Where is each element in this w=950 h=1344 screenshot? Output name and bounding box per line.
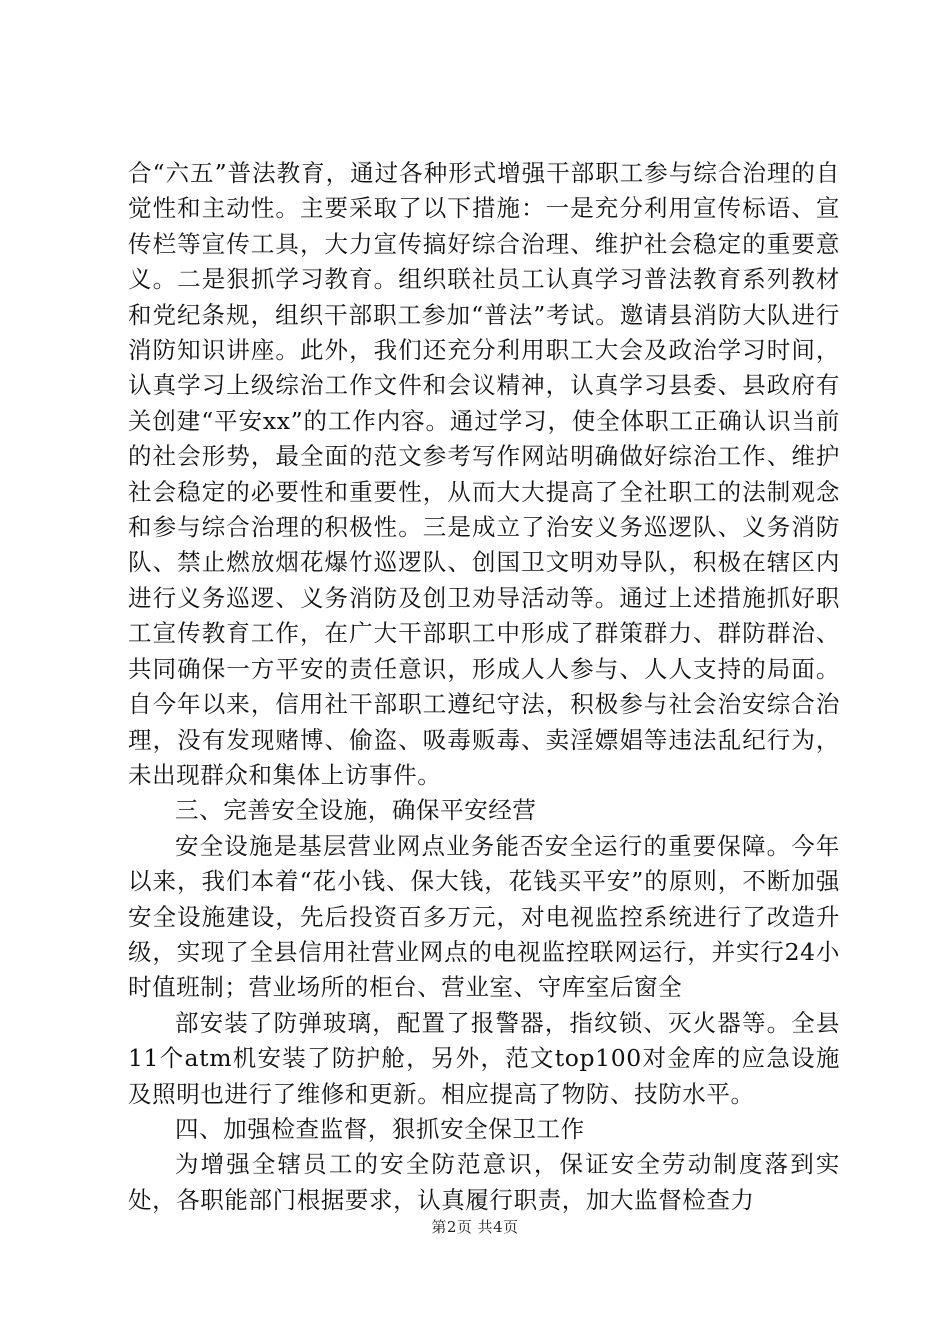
paragraph-inspection-supervision: 为增强全辖员工的安全防范意识，保证安全劳动制度落到实处，各职能部门根据要求，认真履行职责，加大监督检查力 — [128, 1150, 840, 1214]
paragraph-safety-facilities: 安全设施是基层营业网点业务能否安全运行的重要保障。今年以来，我们本着“花小钱、保大钱，花钱买平安”的原则，不断加强安全设施建设，先后投资百多万元，对电视监控系统进行了改造升级，实现了全县信用社营业网点的电视监控联网运行，并实行24小时值班制；营业场所的柜台、营业室、守库室后窗全 — [128, 831, 840, 1002]
paragraph-safety-facilities-continued: 部安装了防弹玻璃，配置了报警器，指纹锁、灭火器等。全县11个atm机安装了防护舱，另外，范文top100对金库的应急设施及照明也进行了维修和更新。相应提高了物防、技防水平。 — [128, 1008, 840, 1108]
paragraph-education-measures: 合“六五”普法教育，通过各种形式增强干部职工参与综合治理的自觉性和主动性。主要采取了以下措施：一是充分利用宣传标语、宣传栏等宣传工具，大力宣传搞好综合治理、维护社会稳定的重要意义。二是狠抓学习教育。组织联社员工认真学习普法教育系列教材和党纪条规，组织干部职工参加“普法”考试。邀请县消防大队进行消防知识讲座。此外，我们还充分利用职工大会及政治学习时间，认真学习上级综治工作文件和会议精神，认真学习县委、县政府有关创建“平安xx”的工作内容。通过学习，使全体职工正确认识当前的社会形势，最全面的范文参考写作网站明确做好综治工作、维护社会稳定的必要性和重要性，从而大大提高了全社职工的法制观念和参与综合治理的积极性。三是成立了治安义务巡逻队、义务消防队、禁止燃放烟花爆竹巡逻队、创国卫文明劝导队，积极在辖区内进行义务巡逻、义务消防及创卫劝导活动等。通过上述措施抓好职工宣传教育工作，在广大干部职工中形成了群策群力、群防群治、共同确保一方平安的责任意识，形成人人参与、人人支持的局面。自今年以来，信用社干部职工遵纪守法，积极参与社会治安综合治理，没有发现赌博、偷盗、吸毒贩毒、卖淫嫖娼等违法乱纪行为，未出现群众和集体上访事件。 — [128, 159, 840, 789]
document-body — [128, 156, 840, 1218]
section-heading-safety-facilities: 三、完善安全设施，确保平安经营 — [175, 796, 537, 825]
page-number-footer: 第2页 共4页 — [431, 1218, 519, 1236]
section-heading-inspection-supervision: 四、加强检查监督，狠抓安全保卫工作 — [175, 1114, 585, 1143]
